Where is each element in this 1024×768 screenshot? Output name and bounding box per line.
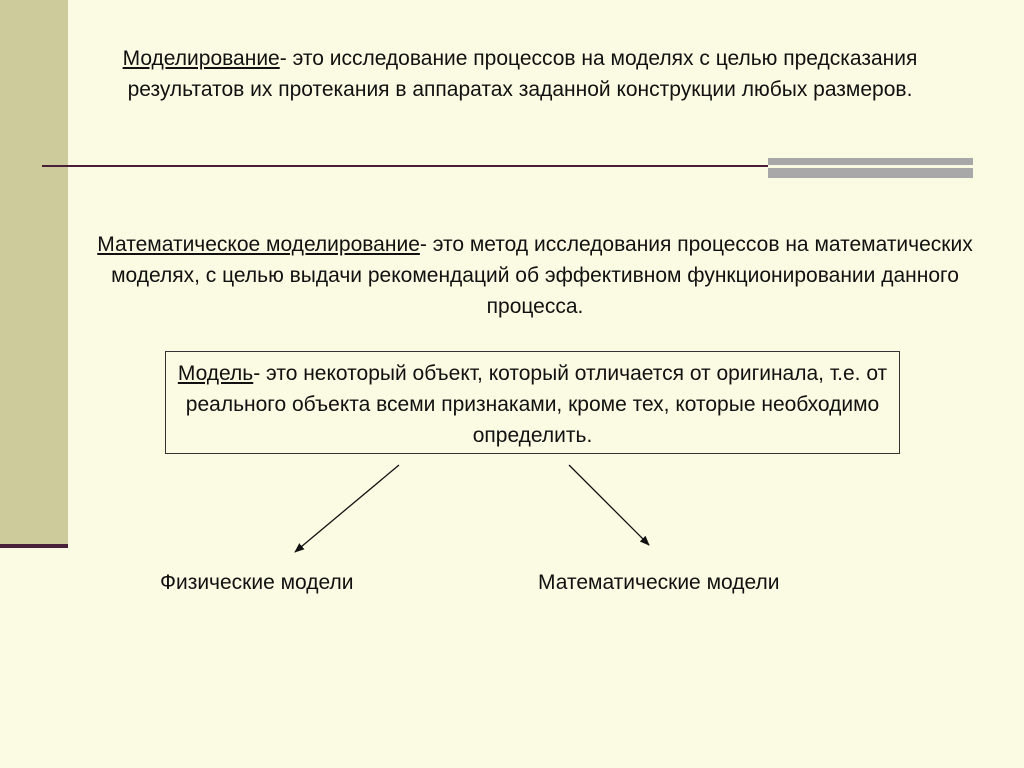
mathematical-models-label: Математические модели — [538, 571, 780, 594]
model-text: - это некоторый объект, который отличается от оригинала, т.е. от реального объекта всеми признаками, кроме тех, которые необходимо определить. — [185, 362, 888, 447]
arrow-to-physical — [295, 465, 399, 552]
physical-models-label: Физические модели — [160, 571, 354, 594]
math-modeling-term: Математическое моделирование — [97, 233, 420, 256]
modeling-term: Моделирование — [122, 47, 280, 70]
modeling-text: - это исследование процессов на моделях с целью предсказания результатов их протекания в аппаратах заданной конструкции любых размеров. — [127, 47, 918, 101]
model-term: Модель — [177, 362, 254, 385]
arrow-to-mathematical — [569, 465, 649, 545]
math-modeling-text: - это метод исследования процессов на математических моделях, с целью выдачи рекомендаций об эффективном функционировании данного процесса. — [111, 233, 973, 318]
